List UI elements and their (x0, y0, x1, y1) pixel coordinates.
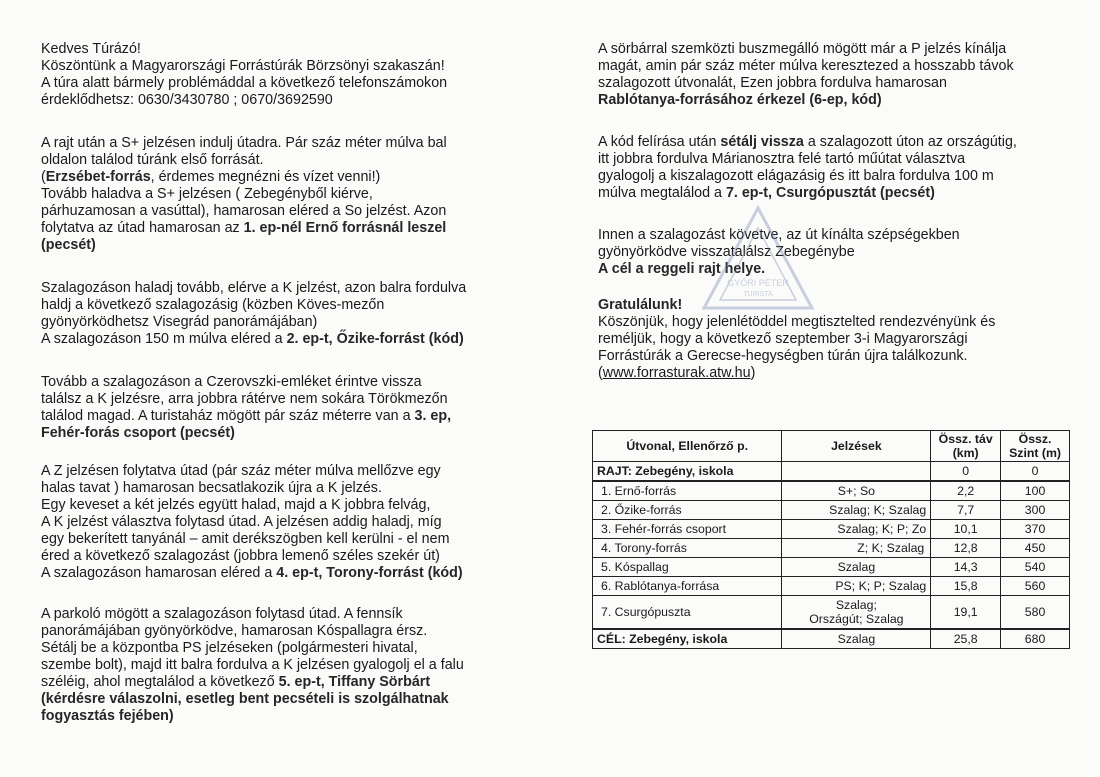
table-row (593, 462, 1070, 482)
checkpoint-2: 2. ep-t, Őzike-forrást (kód) (286, 331, 464, 347)
text-line: Sétálj be a központba PS jelzéseken (polgármesteri hivatal, (41, 640, 418, 656)
cell-elevation: 680 (1001, 629, 1070, 649)
spring-name-erzsebet: Erzsébet-forrás (45, 169, 151, 185)
text-line: egy bekerített tanyánál – amit derékszögben kell kerülni - el nem (41, 531, 450, 547)
text-line: A rajt után a S+ jelzésen indulj útadra. Pár száz méter múlva bal (41, 135, 447, 151)
contact-line: A túra alatt bármely problémáddal a következő telefonszámokon (41, 75, 448, 91)
table-row (593, 596, 1070, 630)
cell-marks: Szalag; K; P; Zo (782, 520, 931, 539)
text-line: folytatva az útad hamarosan az 1. ep-nél Ernő forrásnál leszel (41, 220, 447, 236)
text-line: A sörbárral szemközti buszmegálló mögött már a P jelzés kínálja (598, 41, 1007, 57)
walk-back-emphasis: sétálj vissza (720, 134, 804, 150)
cell-route: CÉL: Zebegény, iskola (593, 629, 782, 649)
section-2-paragraph (41, 280, 466, 348)
cell-marks: Szalag; K; Szalag (782, 501, 931, 520)
header-route: Útvonal, Ellenőrző p. (593, 431, 782, 462)
text-line: oldalon találod túránk első forrását. (41, 152, 264, 168)
text-line: gyalogolj a kiszalagozott elágazásig és itt balra fordulva 100 m (598, 168, 994, 184)
greeting-paragraph (41, 41, 447, 109)
cell-route: 2. Őzike-forrás (593, 501, 782, 520)
text-line: Szalagozáson haladj tovább, elérve a K jelzést, azon balra fordulva (41, 280, 467, 296)
table-row (593, 520, 1070, 539)
cell-marks: Szalag (782, 558, 931, 577)
stamp-text-bottom: TURISTA (743, 291, 773, 298)
cell-marks: PS; K; P; Szalag (782, 577, 931, 596)
cell-marks-line: Szalag; (835, 598, 877, 612)
text-line: Tovább haladva a S+ jelzésen ( Zebegényből kiérve, (41, 186, 373, 202)
checkpoint-1: 1. ep-nél Ernő forrásnál leszel (243, 220, 447, 236)
text-line (598, 92, 1014, 109)
cell-distance: 15,8 (931, 577, 1001, 596)
text-line: fogyasztás fejében) (41, 708, 174, 724)
section-4-paragraph (41, 463, 463, 582)
cell-elevation: 300 (1001, 501, 1070, 520)
phone-numbers-line: érdeklődhetsz: 0630/3430780 ; 0670/3692590 (41, 92, 333, 108)
text-line: Fehér-forás csoport (pecsét) (41, 425, 235, 441)
text-line: múlva megtalálod a 7. ep-t, Csurgópusztát (pecsét) (598, 185, 935, 201)
cell-distance: 2,2 (931, 481, 1001, 501)
cell-distance: 14,3 (931, 558, 1001, 577)
cell-route: 1. Ernő-forrás (593, 481, 782, 501)
text-line: találsz a K jelzésre, arra jobbra rátérve nem sokára Törökmezőn (41, 391, 448, 407)
cell-distance: 12,8 (931, 539, 1001, 558)
text-line: Forrástúrák a Gerecse-hegységben túrán újra találkozunk. (598, 348, 968, 364)
rubber-stamp-icon (698, 204, 818, 314)
text-line: A szalagozáson 150 m múlva eléred a 2. ep-t, Őzike-forrást (kód) (41, 331, 464, 347)
text-line: szembe bolt), majd itt balra fordulva a K jelzésen gyalogolj el a falu (41, 657, 464, 673)
section-6-paragraph (598, 41, 1014, 109)
text-line: gyönyörködhetsz Visegrád panorámájában) (41, 314, 318, 330)
text-line: halas tavat ) hamarosan becsatlakozik újra a K jelzés. (41, 480, 382, 496)
cell-marks-line: Országút; Szalag (809, 612, 904, 626)
table-row (593, 481, 1070, 501)
checkpoint-4: 4. ep-t, Torony-forrást (kód) (276, 565, 463, 581)
text-line: éred a következő szalagozást (jobbra lemenő széles szekér út) (41, 548, 440, 564)
table-row (593, 577, 1070, 596)
cell-elevation: 580 (1001, 596, 1070, 630)
stamp-text-top: GYŐRI PÉTER (727, 278, 789, 288)
section-7-paragraph (598, 134, 1017, 202)
text-line: találod magad. A turistaház mögött pár száz méterre van a 3. ep, (41, 408, 452, 424)
cell-elevation: 100 (1001, 481, 1070, 501)
cell-route: 6. Rablótanya-forrása (593, 577, 782, 596)
text-line: itt jobbra fordulva Márianosztra felé tartó műútat választva (598, 151, 966, 167)
text-line: (kérdésre válaszolni, esetleg bent pecsételi is szolgálhatnak (41, 691, 449, 707)
checkpoint-6: Rablótanya-forrásához érkezel (6-ep, kód) (598, 92, 882, 108)
text-line: (Erzsébet-forrás, érdemes megnézni és vízet venni!) (41, 169, 381, 185)
cell-route: RAJT: Zebegény, iskola (593, 462, 782, 482)
website-link[interactable]: www.forrasturak.atw.hu (602, 365, 751, 381)
text-line: Tovább a szalagozáson a Czerovszki-emléket érintve vissza (41, 374, 422, 390)
cell-route: 3. Fehér-forrás csoport (593, 520, 782, 539)
checkpoint-5: 5. ep-t, Tiffany Sörbárt (278, 674, 431, 690)
text-line: párhuzamosan a vasúttal), hamarosan eléred a So jelzést. Azon (41, 203, 447, 219)
table-row (593, 629, 1070, 649)
header-marks: Jelzések (782, 431, 931, 462)
header-elevation: Össz. Szint (m) (1001, 431, 1070, 462)
cell-distance: 19,1 (931, 596, 1001, 630)
text-line: szalagozott útvonalát, Ezen jobbra fordulva hamarosan (598, 75, 947, 91)
text-line: A parkoló mögött a szalagozáson folytasd útad. A fennsík (41, 606, 403, 622)
text-line: széléig, ahol megtalálod a következő 5. ep-t, Tiffany Sörbárt (41, 674, 431, 690)
cell-route: 5. Kóspallag (593, 558, 782, 577)
text-line: panorámájában gyönyörködve, hamarosan Kóspallagra érsz. (41, 623, 428, 639)
cell-distance: 10,1 (931, 520, 1001, 539)
welcome-line: Köszöntünk a Magyarországi Forrástúrák Börzsönyi szakaszán! (41, 58, 445, 74)
cell-marks (782, 462, 931, 482)
start-paragraph (41, 135, 447, 254)
text-line: Köszönjük, hogy jelenlétöddel megtisztelted rendezvényünk és (598, 314, 996, 330)
finish-note: A cél a reggeli rajt helye. (598, 261, 766, 277)
header-distance: Össz. táv (km) (931, 431, 1001, 462)
text-line: Egy keveset a két jelzés együtt halad, majd a K jobbra felvág, (41, 497, 431, 513)
cell-elevation: 370 (1001, 520, 1070, 539)
checkpoint-7: 7. ep-t, Csurgópusztát (pecsét) (725, 185, 935, 201)
checkpoint-3: 3. ep, (414, 408, 452, 424)
cell-elevation: 560 (1001, 577, 1070, 596)
cell-distance: 25,8 (931, 629, 1001, 649)
cell-elevation: 540 (1001, 558, 1070, 577)
text-line: A K jelzést választva folytasd útad. A jelzésen addig haladj, míg (41, 514, 442, 530)
cell-marks: S+; So (782, 481, 931, 501)
text-line: A Z jelzésen folytatva útad (pár száz méter múlva mellőzve egy (41, 463, 441, 479)
cell-route: 4. Torony-forrás (593, 539, 782, 558)
cell-elevation: 450 (1001, 539, 1070, 558)
table-row (593, 501, 1070, 520)
table-header-row (593, 431, 1070, 462)
text-line: reméljük, hogy a következő szeptember 3-i Magyarországi (598, 331, 968, 347)
text-line: gyönyörködve visszatalálsz Zebegénybe (598, 244, 855, 260)
text-line: haldj a következő szalagozásig (közben Köves-mezőn (41, 297, 385, 313)
congratulations: Gratulálunk! (598, 297, 683, 313)
cell-route: 7. Csurgópuszta (593, 596, 782, 630)
text-line: A kód felírása után sétálj vissza a szalagozott úton az országútig, (598, 134, 1017, 150)
section-3-paragraph (41, 374, 451, 442)
cell-distance: 0 (931, 462, 1001, 482)
greeting-line: Kedves Túrázó! (41, 41, 141, 57)
section-5-paragraph (41, 606, 464, 725)
text-line: Innen a szalagozást követve, az út kínálta szépségekben (598, 227, 960, 243)
cell-elevation: 0 (1001, 462, 1070, 482)
text-line: (pecsét) (41, 237, 96, 253)
text-line: A szalagozáson hamarosan eléred a 4. ep-t, Torony-forrást (kód) (41, 565, 463, 581)
text-line: magát, amin pár száz méter múlva keresztezed a hosszabb távok (598, 58, 1014, 74)
table-row (593, 558, 1070, 577)
text-line: (www.forrasturak.atw.hu) (598, 365, 756, 381)
route-table (592, 430, 1070, 649)
cell-marks (782, 596, 931, 630)
cell-distance: 7,7 (931, 501, 1001, 520)
cell-marks: Szalag (782, 629, 931, 649)
table-row (593, 539, 1070, 558)
cell-marks: Z; K; Szalag (782, 539, 931, 558)
